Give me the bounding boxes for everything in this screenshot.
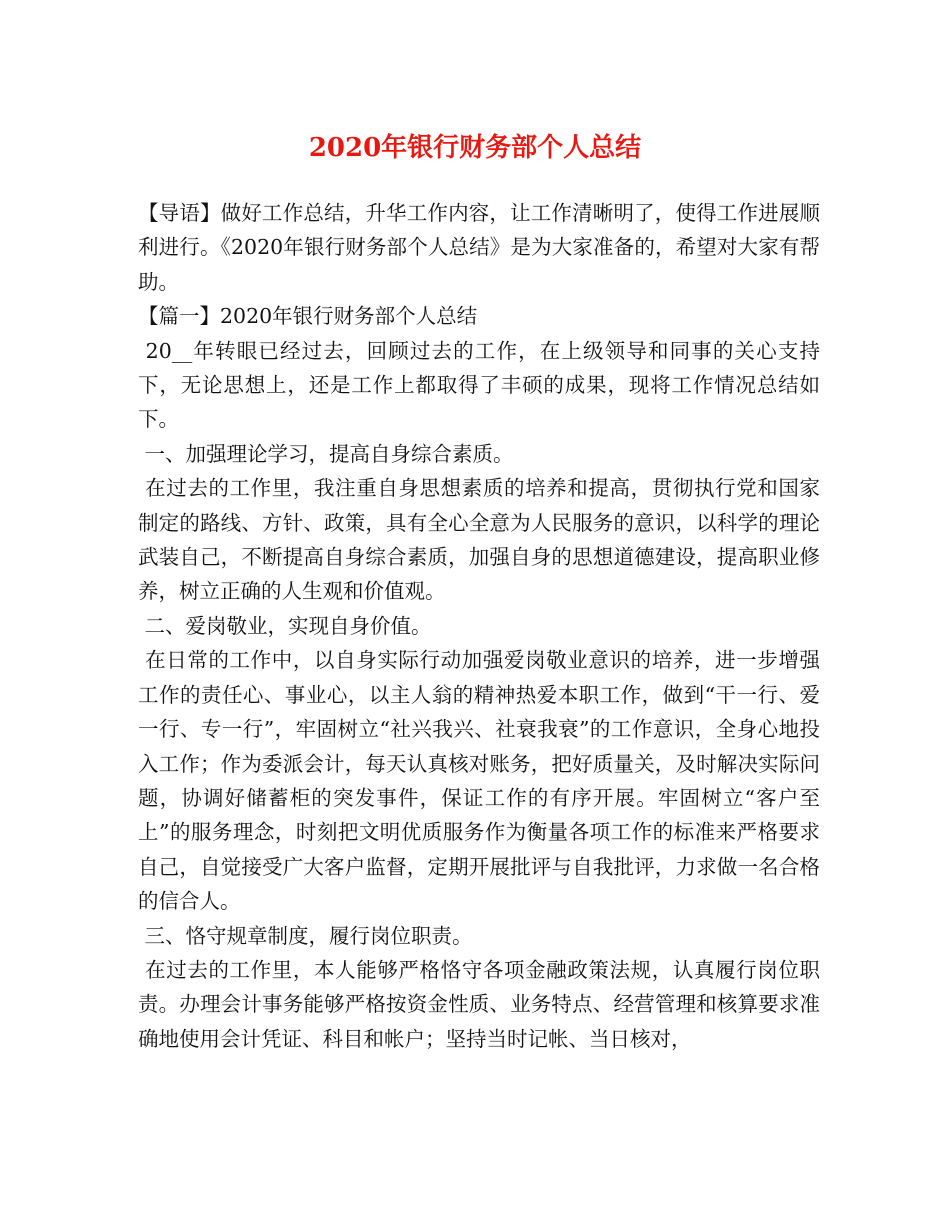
- opening-paragraph: 20__年转眼已经过去，回顾过去的工作，在上级领导和同事的关心支持下，无论思想上，还是工作上都取得了丰硕的成果，现将工作情况总结如下。: [138, 338, 820, 432]
- section-paragraph-3: 在过去的工作里，本人能够严格恪守各项金融政策法规，认真履行岗位职责。办理会计事务能够严格按资金性质、业务特点、经营管理和核算要求准确地使用会计凭证、科目和帐户；坚持当时记帐、当日核对，: [138, 957, 820, 1051]
- chapter-heading: 【篇一】2020年银行财务部个人总结: [138, 304, 478, 329]
- document-title: 2020年银行财务部个人总结: [308, 133, 642, 163]
- section-paragraph-1: 在过去的工作里，我注重自身思想素质的培养和提高，贯彻执行党和国家制定的路线、方针、政策，具有全心全意为人民服务的意识，以科学的理论武装自己，不断提高自身综合素质，加强自身的思想道德建设，提高职业修养，树立正确的人生观和价值观。: [138, 476, 820, 604]
- document-body: [138, 196, 820, 1056]
- section-heading-3: 三、恪守规章制度，履行岗位职责。: [138, 923, 473, 948]
- section-heading-2: 二、爱岗敬业，实现自身价值。: [138, 613, 432, 638]
- section-heading-1: 一、加强理论学习，提高自身综合素质。: [138, 441, 514, 466]
- section-paragraph-2: 在日常的工作中，以自身实际行动加强爱岗敬业意识的培养，进一步增强工作的责任心、事业心，以主人翁的精神热爱本职工作，做到“干一行、爱一行、专一行”，牢固树立“社兴我兴、社衰我衰”的工作意识，全身心地投入工作；作为委派会计，每天认真核对账务，把好质量关，及时解决实际问题，协调好储蓄柜的突发事件，保证工作的有序开展。牢固树立“客户至上”的服务理念，时刻把文明优质服务作为衡量各项工作的标准来严格要求自己，自觉接受广大客户监督，定期开展批评与自我批评，力求做一名合格的信合人。: [138, 648, 820, 914]
- intro-paragraph: 【导语】做好工作总结，升华工作内容，让工作清晰明了，使得工作进展顺利进行。《2020年银行财务部个人总结》是为大家准备的，希望对大家有帮助。: [138, 201, 820, 294]
